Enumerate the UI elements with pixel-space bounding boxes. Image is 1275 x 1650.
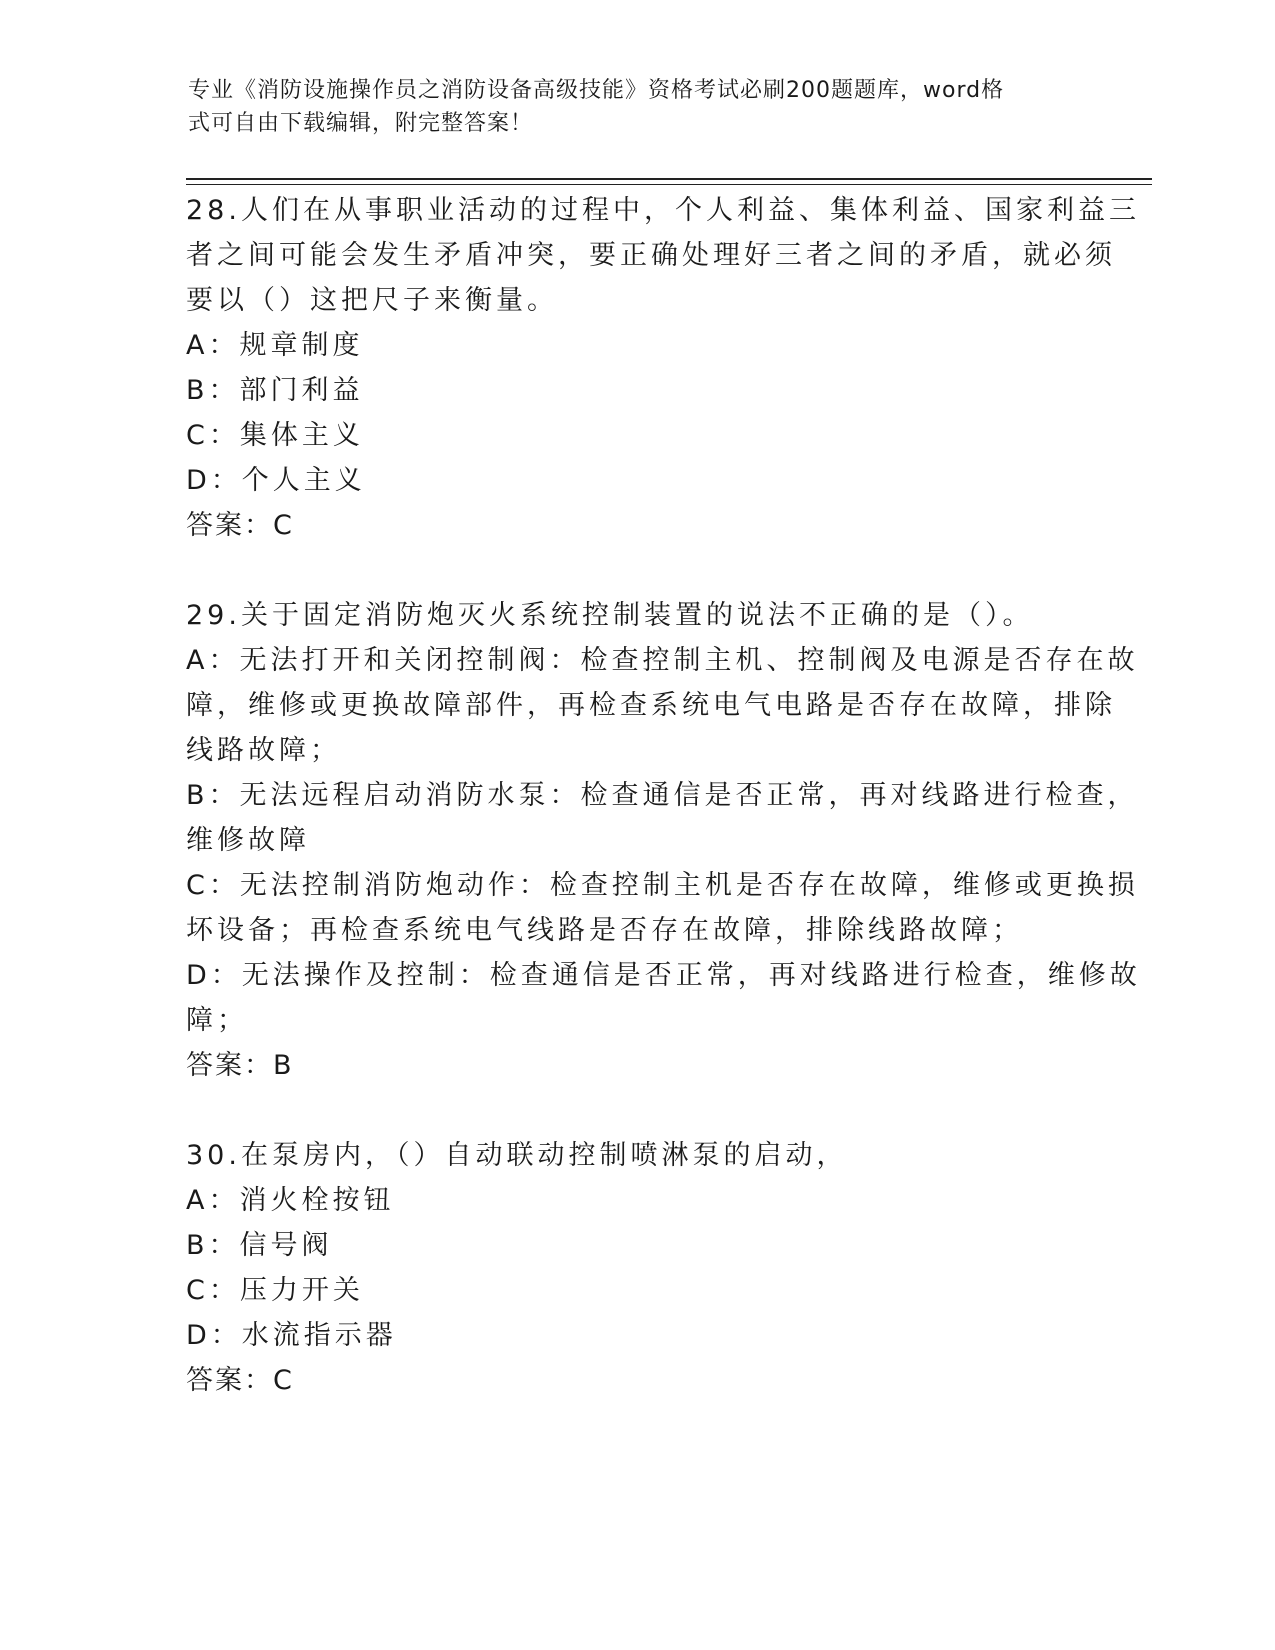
question-29 — [186, 593, 1141, 1088]
header-divider-thick — [186, 178, 1152, 180]
question-stem-line: 28.人们在从事职业活动的过程中，个人利益、集体利益、国家利益三 — [186, 195, 1140, 226]
option-c: C：压力开关 — [186, 1275, 364, 1306]
option-d-line: 障； — [186, 1005, 248, 1036]
option-c-line: 坏设备；再检查系统电气线路是否存在故障，排除线路故障； — [186, 915, 1023, 946]
option-a-line: 障，维修或更换故障部件，再检查系统电气电路是否存在故障，排除 — [186, 690, 1116, 721]
question-28 — [186, 188, 1140, 548]
option-a-line: 线路故障； — [186, 735, 341, 766]
option-b-line: 维修故障 — [186, 825, 310, 856]
question-stem-line: 者之间可能会发生矛盾冲突，要正确处理好三者之间的矛盾，就必须 — [186, 240, 1116, 271]
answer-label: 答案：C — [186, 1365, 294, 1396]
option-a-line: A：无法打开和关闭控制阀：检查控制主机、控制阀及电源是否存在故 — [186, 645, 1139, 676]
question-stem-line: 要以（）这把尺子来衡量。 — [186, 285, 558, 316]
option-b-line: B：无法远程启动消防水泵：检查通信是否正常，再对线路进行检查， — [186, 780, 1139, 811]
option-c: C：集体主义 — [186, 420, 364, 451]
header-line-2: 式可自由下载编辑，附完整答案！ — [188, 111, 534, 136]
option-c-line: C：无法控制消防炮动作：检查控制主机是否存在故障，维修或更换损 — [186, 870, 1139, 901]
question-30 — [186, 1133, 1086, 1403]
question-list — [186, 188, 1141, 1448]
answer-label: 答案：B — [186, 1050, 294, 1081]
option-b: B：部门利益 — [186, 375, 364, 406]
option-d-line: D：无法操作及控制：检查通信是否正常，再对线路进行检查，维修故 — [186, 960, 1141, 991]
option-a: A：消火栓按钮 — [186, 1185, 395, 1216]
header-divider-thin — [186, 184, 1152, 185]
option-a: A：规章制度 — [186, 330, 364, 361]
document-header — [188, 74, 1068, 140]
header-line-1: 专业《消防设施操作员之消防设备高级技能》资格考试必刷200题题库，word格 — [188, 78, 1005, 103]
option-d: D：水流指示器 — [186, 1320, 397, 1351]
answer-label: 答案：C — [186, 510, 294, 541]
option-b: B：信号阀 — [186, 1230, 333, 1261]
question-stem-line: 29.关于固定消防炮灭火系统控制装置的说法不正确的是（）。 — [186, 600, 1034, 631]
option-d: D：个人主义 — [186, 465, 366, 496]
question-stem-line: 30.在泵房内，（）自动联动控制喷淋泵的启动， — [186, 1140, 848, 1171]
